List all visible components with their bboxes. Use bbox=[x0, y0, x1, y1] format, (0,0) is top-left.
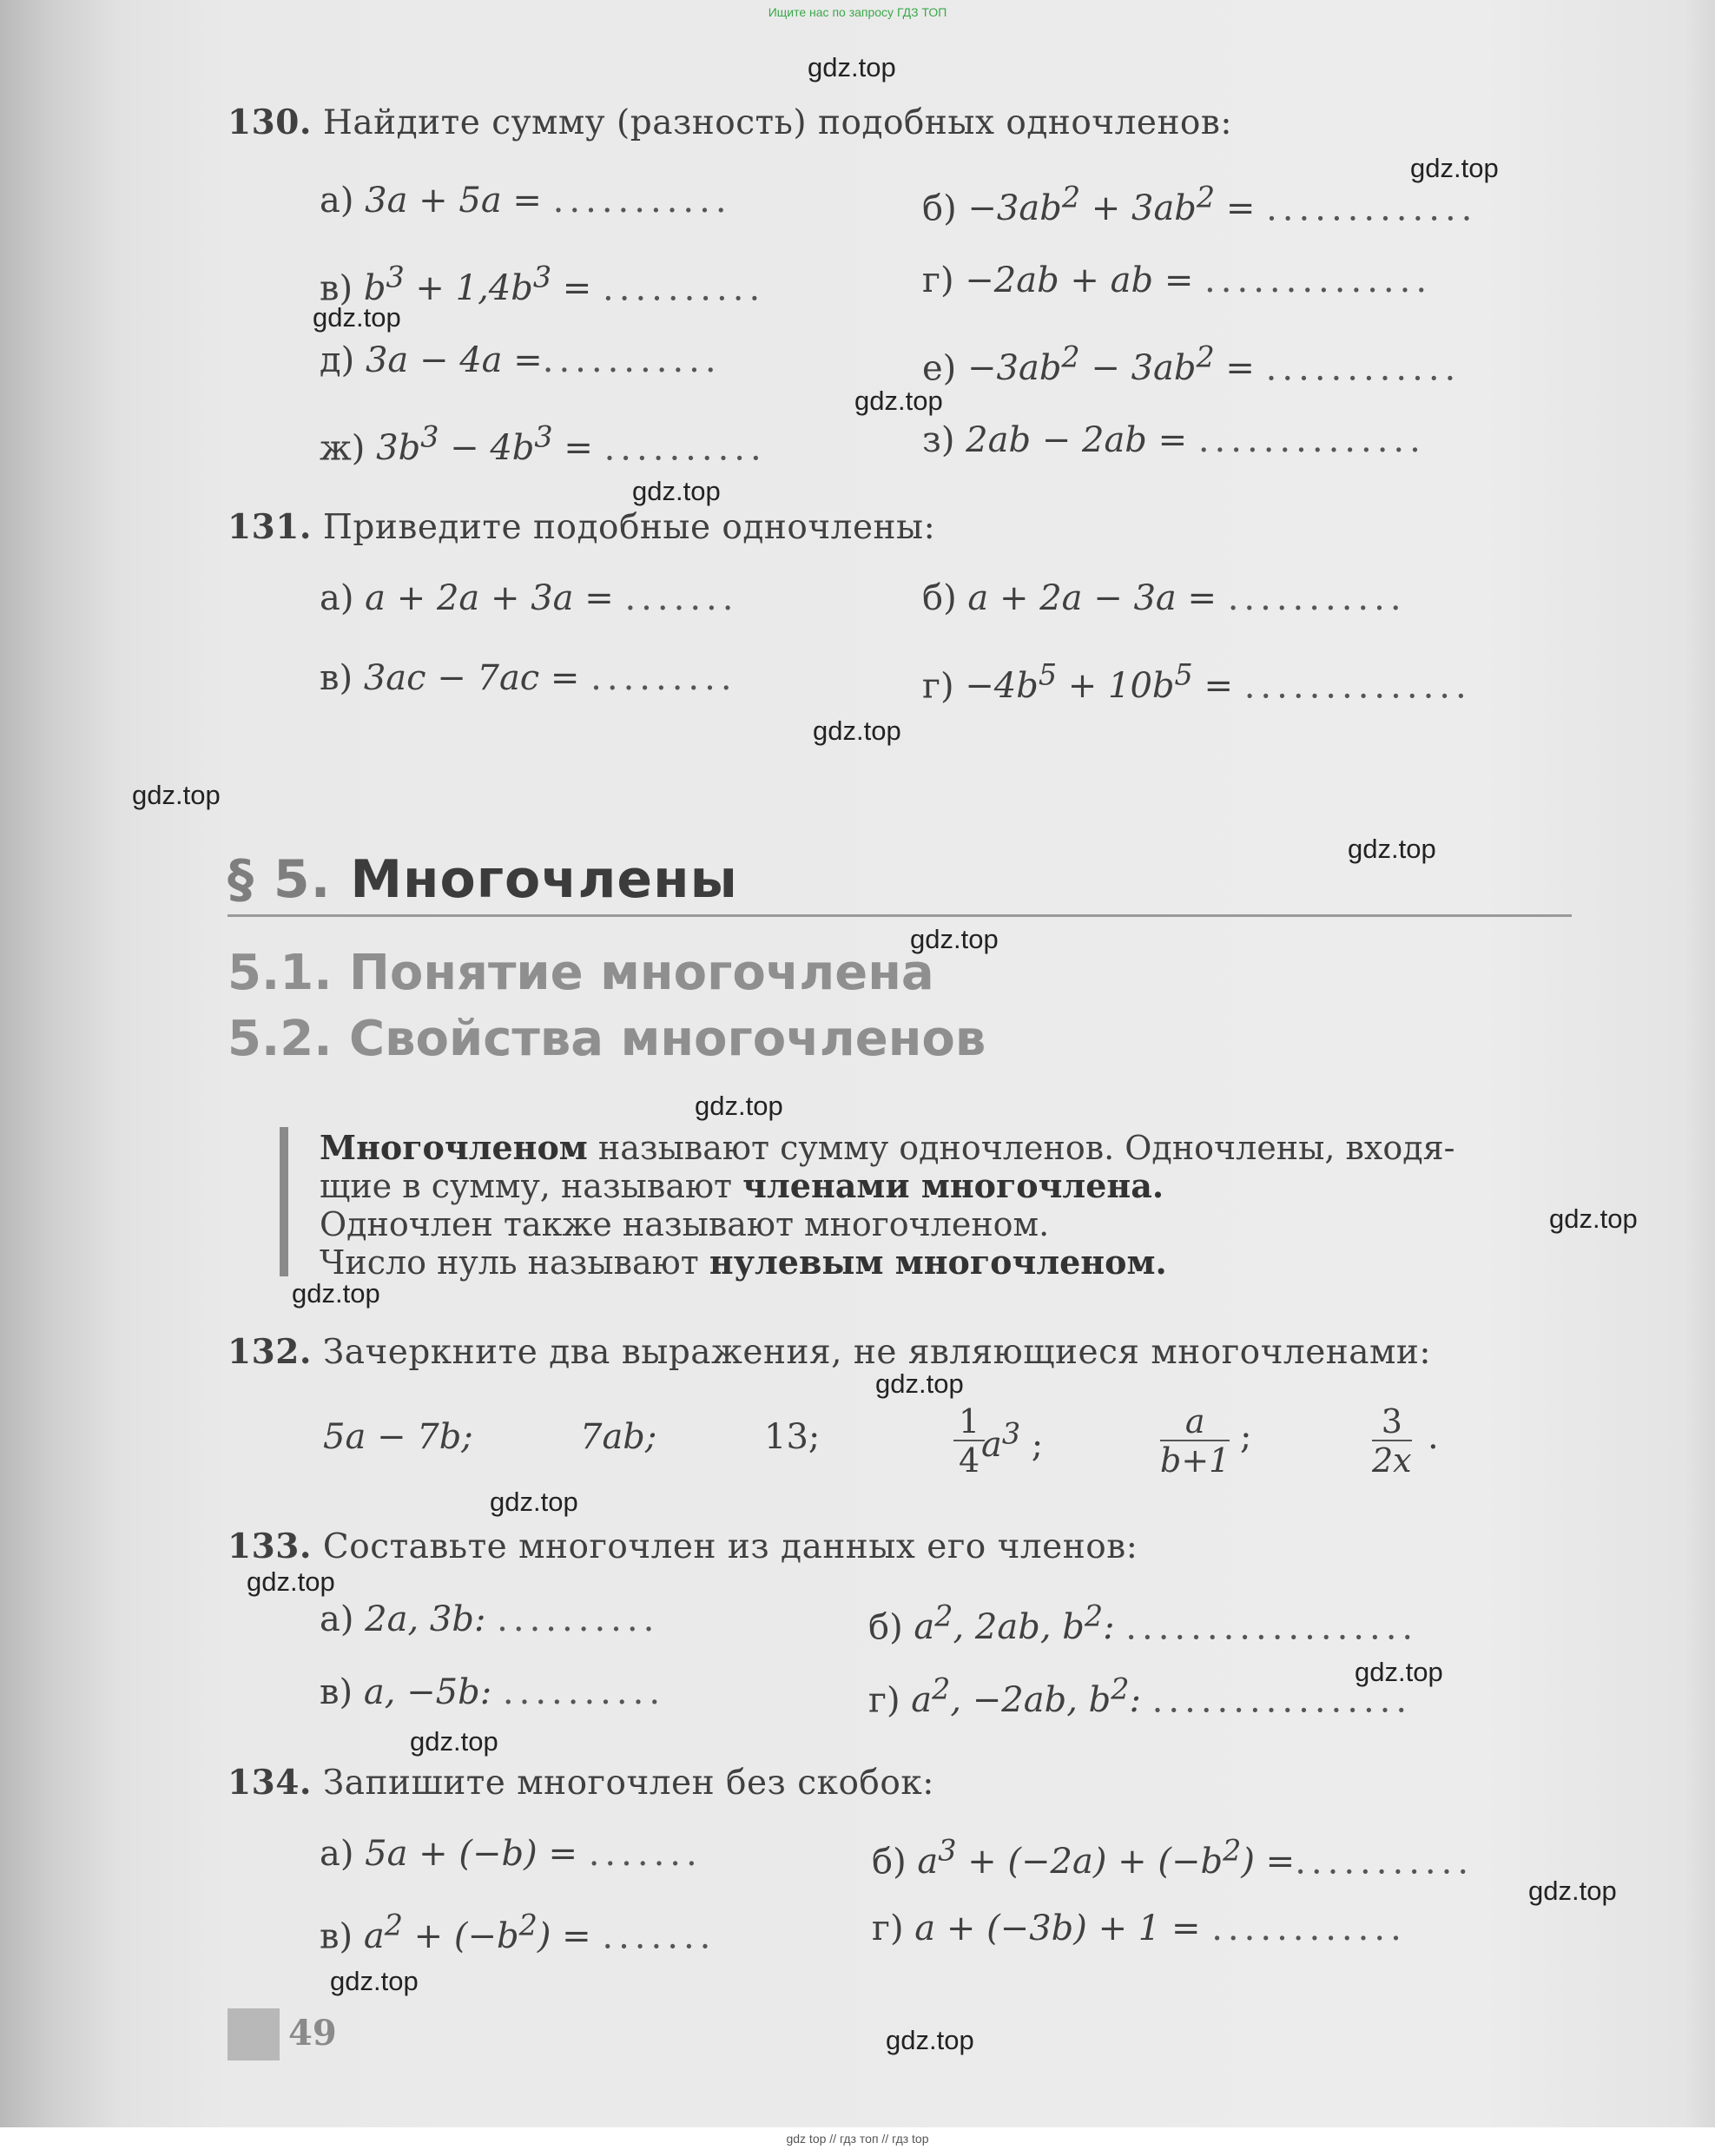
watermark: gdz.top bbox=[292, 1278, 380, 1309]
ex132-period: . bbox=[1428, 1417, 1439, 1457]
watermark: gdz.top bbox=[1528, 1876, 1617, 1906]
ex132-expr-1: 5a − 7b; bbox=[323, 1417, 473, 1457]
ex130-item-a: а) 3a + 5a = ........... bbox=[320, 181, 732, 221]
ex131-item-a: а) a + 2a + 3a = ....... bbox=[320, 578, 739, 618]
ex130-item-g: г) −2ab + ab = .............. bbox=[922, 260, 1433, 300]
ex130-item-e: $е) -3ab^2 - 3ab^2$ = ............ bbox=[922, 340, 1461, 389]
definition-line-3: Одночлен также называют многочленом. bbox=[320, 1205, 1050, 1243]
ex131-item-g: $г) -4b^5 + 10b^5$ = .............. bbox=[922, 658, 1472, 707]
definition-bar bbox=[280, 1127, 288, 1276]
ex132-expr-2: 7ab; bbox=[580, 1417, 657, 1457]
watermark: gdz.top bbox=[886, 2025, 974, 2055]
ex132-fraction-a-over-b1: $\frac{a}{b+1}$ bbox=[1160, 1402, 1230, 1480]
page-number-box bbox=[228, 2008, 280, 2060]
ex134-item-a: а) 5a + (−b) = ....... bbox=[320, 1834, 702, 1874]
ex132-fraction-quarter: $\frac{1}{4}$ bbox=[953, 1403, 985, 1480]
watermark: gdz.top bbox=[490, 1487, 578, 1517]
watermark: gdz.top bbox=[1355, 1657, 1443, 1687]
watermark: gdz.top bbox=[695, 1091, 783, 1121]
watermark: gdz.top bbox=[813, 715, 901, 746]
ex134-item-b: б) $a^3 + (-2a) + (-b^2)$ =........... bbox=[872, 1834, 1474, 1882]
exercise-task: Найдите сумму (разность) подобных одночленов: bbox=[322, 103, 1233, 142]
watermark: gdz.top bbox=[1348, 834, 1436, 864]
ex133-item-b: б) $a^2$, 2ab, $b^2$: .................. bbox=[868, 1599, 1419, 1648]
definition-line-2: щие в сумму, называют членами многочлена. bbox=[320, 1166, 1164, 1205]
watermark: gdz.top bbox=[632, 476, 721, 506]
exercise-number: 130. bbox=[228, 102, 312, 142]
ex130-item-zh: ж) $3b^3 - 4b^3$ = .......... bbox=[320, 420, 767, 469]
ex132-semicolon: ; bbox=[1240, 1417, 1252, 1457]
watermark: gdz.top bbox=[247, 1566, 335, 1597]
exercise-131-heading: 131. Приведите подобные одночлены: bbox=[228, 507, 936, 547]
exercise-133-heading: 133. Составьте многочлен из данных его членов: bbox=[228, 1526, 1138, 1566]
subsection-5-1-title: 5.1. Понятие многочлена bbox=[228, 945, 934, 1001]
ex133-item-a: а) 2a, 3b: .......... bbox=[320, 1599, 660, 1639]
section-title: § 5. Многочлены bbox=[228, 849, 738, 910]
ex130-item-d: д) 3a − 4a =........... bbox=[320, 340, 722, 380]
ex134-item-g: г) a + (−3b) + 1 = ............ bbox=[872, 1909, 1407, 1948]
ex133-item-g: г) $a^2$, −2ab, $b^2$: ................ bbox=[868, 1672, 1413, 1721]
ex130-item-z: з) 2ab − 2ab = .............. bbox=[922, 420, 1426, 460]
exercise-134-heading: 134. Запишите многочлен без скобок: bbox=[228, 1763, 934, 1803]
section-divider bbox=[228, 914, 1572, 917]
watermark: gdz.top bbox=[330, 1966, 419, 1996]
ex130-item-v: в) $b^3 + 1,4b^3$ = .......... bbox=[320, 260, 766, 309]
watermark: gdz.top bbox=[854, 386, 943, 416]
watermark: gdz.top bbox=[1549, 1203, 1638, 1234]
ex130-item-b: $б) -3ab^2 + 3ab^2$ = ............. bbox=[922, 181, 1478, 229]
exercise-130-heading bbox=[228, 102, 1232, 142]
page-number: 49 bbox=[288, 2013, 337, 2054]
ex131-item-v: в) 3ac − 7ac = ......... bbox=[320, 658, 737, 698]
ex134-item-v: в) $a^2 + (-b^2)$ = ....... bbox=[320, 1909, 716, 1957]
watermark: gdz.top bbox=[808, 52, 896, 82]
exercise-132-heading: 132. Зачеркните два выражения, не являющиеся многочленами: bbox=[228, 1332, 1431, 1372]
ex132-expr-4: $a^3$ ; bbox=[981, 1417, 1044, 1466]
definition-line-4: Число нуль называют нулевым многочленом. bbox=[320, 1243, 1167, 1282]
top-search-note[interactable]: Ищите нас по запросу ГДЗ ТОП bbox=[768, 5, 947, 19]
definition-line-1: Многочленом называют сумму одночленов. Одночлены, входя- bbox=[320, 1128, 1455, 1167]
ex132-expr-3: 13; bbox=[764, 1417, 821, 1457]
bottom-note: gdz top // гдз топ // гдз top bbox=[786, 2132, 929, 2146]
watermark: gdz.top bbox=[910, 924, 999, 954]
ex131-item-b: б) a + 2a − 3a = ........... bbox=[922, 578, 1407, 618]
watermark: gdz.top bbox=[313, 302, 401, 333]
ex132-fraction-3-over-2x: $\frac{3}{2x}$ bbox=[1372, 1402, 1412, 1480]
watermark: gdz.top bbox=[875, 1368, 964, 1399]
watermark: gdz.top bbox=[410, 1726, 498, 1757]
ex133-item-v: в) a, −5b: .......... bbox=[320, 1672, 666, 1712]
subsection-5-2-title: 5.2. Свойства многочленов bbox=[228, 1011, 986, 1067]
watermark: gdz.top bbox=[1410, 153, 1499, 183]
watermark: gdz.top bbox=[132, 780, 221, 810]
